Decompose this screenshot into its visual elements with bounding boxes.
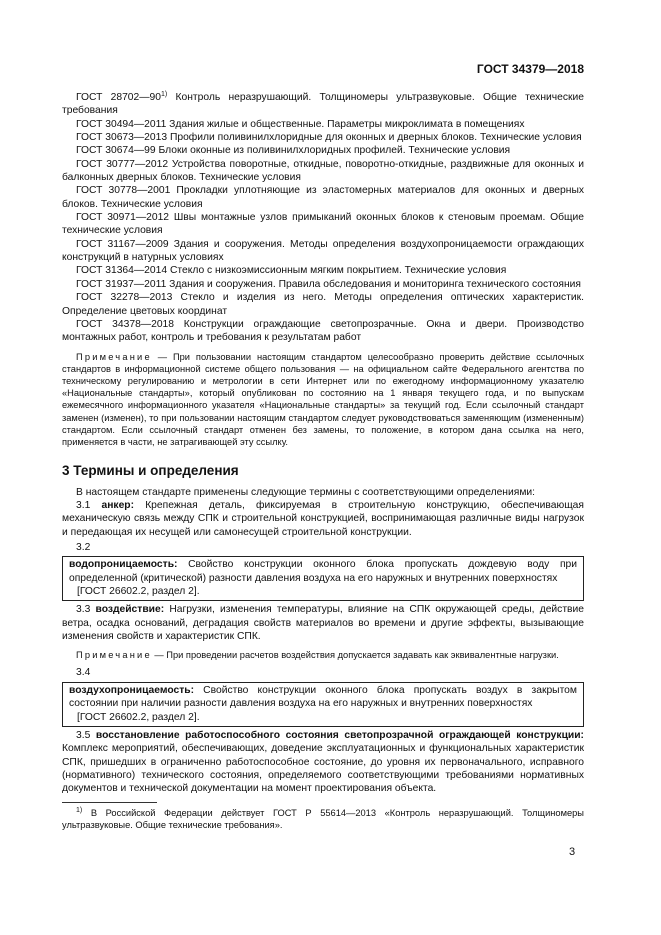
section-heading: 3 Термины и определения <box>62 463 239 479</box>
note-label: Примечание <box>76 650 152 661</box>
note-label: Примечание <box>76 351 152 362</box>
term-box-air-permeability: воздухопроницаемость: Свойство конструкции оконного блока пропускать воздух в закрытом состоянии при наличии разности давления воздуха на его наружных и внутренних поверхностях [ГОСТ 26602.2, раздел 2]. <box>62 682 584 727</box>
document-header: ГОСТ 34379—2018 <box>476 62 584 76</box>
reference-item: ГОСТ 31167—2009 Здания и сооружения. Методы определения воздухопроницаемости ограждающих конструкций в натурных условиях <box>62 238 584 264</box>
term-entry-restoration: 3.5 восстановление работоспособного состояния светопрозрачной ограждающей конструкции: Комплекс мероприятий, обеспечивающих, доведение эксплуатационных и функциональных характеристик СПК, пришедших в ограниченно работоспособное состояние, до уровня их первоначального, исправного (нормативного) технического состояния, определяемого соответствующими требованиями нормативных документов и технической документации на момент проектирования объекта. <box>62 729 584 795</box>
term-entry-impact: 3.3 воздействие: Нагрузки, изменения температуры, влияние на СПК окружающей среды, действие ветра, осадка оснований, деградация свойств материалов во времени и другие эффекты, вызывающие изменения свойств и характеристик СПК. <box>62 604 584 642</box>
term-number: 3.2 <box>76 541 91 553</box>
footnote: $^{1)}$ В Российской Федерации действует ГОСТ Р 55614—2013 «Контроль неразрушающий. Толщиномеры ультразвуковые. Общие технические требования». <box>62 806 584 830</box>
reference-item: ГОСТ 32278—2013 Стекло и изделия из него. Методы определения оптических характеристик. Определение цветовых координат <box>62 292 584 317</box>
reference-item: ГОСТ 34378—2018 Конструкции ограждающие светопрозрачные. Окна и двери. Производство монтажных работ, контроль и требования к результатам работ <box>62 318 584 344</box>
term-name: водопроницаемость: <box>69 559 178 571</box>
term-entry-anchor: 3.1 анкер: Крепежная деталь, фиксируемая в строительную конструкцию, обеспечивающая механическую связь между СПК и строительной конструкцией, воспринимающая различные виды нагрузок и передающая их несущей или самонесущей строительной конструкции. <box>62 499 584 538</box>
page-number: 3 <box>569 846 576 858</box>
reference-item: ГОСТ 30777—2012 Устройства поворотные, откидные, поворотно-откидные, раздвижные для оконных и балконных дверных блоков. Технические условия <box>62 158 584 184</box>
term-name: восстановление работоспособного состояния светопрозрачной ограждающей конструкции: <box>95 729 584 741</box>
term-source: [ГОСТ 26602.2, раздел 2]. <box>77 585 200 597</box>
note-paragraph: Примечание — При проведении расчетов воздействия допускается задавать как эквивалентные нагрузки. <box>76 650 559 661</box>
page-content <box>62 91 584 831</box>
term-name: воздействие: <box>95 604 165 616</box>
term-name: воздухопроницаемость: <box>69 684 195 696</box>
footnote-separator <box>62 802 157 803</box>
footnote-marker: 1) <box>76 806 83 814</box>
reference-item: ГОСТ 30971—2012 Швы монтажные узлов примыканий оконных блоков к стеновым проемам. Общие технические условия <box>62 212 584 237</box>
term-source: [ГОСТ 26602.2, раздел 2]. <box>77 711 200 723</box>
reference-item: ГОСТ 30778—2001 Прокладки уплотняющие из эластомерных материалов для оконных и дверных блоков. Технические условия <box>62 185 584 210</box>
reference-item: ГОСТ 30494—2011 Здания жилые и общественные. Параметры микроклимата в помещениях <box>76 118 525 130</box>
reference-item: ГОСТ 28702—90$^{1)}$ Контроль неразрушающий. Толщиномеры ультразвуковые. Общие технические требования <box>62 91 584 117</box>
footnote-marker: 1) <box>161 91 168 98</box>
term-box-water-permeability: водопроницаемость: Свойство конструкции оконного блока пропускать дождевую воду при определенной (критической) разности давления воздуха на его наружных и внутренних поверхностях [ГОСТ 26602.2, раздел 2]. <box>62 556 584 601</box>
section-intro: В настоящем стандарте применены следующие термины с соответствующими определениями: <box>76 486 536 498</box>
normative-references-list <box>62 91 584 345</box>
reference-item: ГОСТ 30674—99 Блоки оконные из поливинилхлоридных профилей. Технические условия <box>76 145 511 157</box>
reference-item: ГОСТ 31364—2014 Стекло с низкоэмиссионным мягким покрытием. Технические условия <box>76 265 507 277</box>
reference-item: ГОСТ 30673—2013 Профили поливинилхлоридные для оконных и дверных блоков. Технические условия <box>76 132 582 144</box>
term-name: анкер: <box>101 499 135 511</box>
note-paragraph: Примечание — При пользовании настоящим стандартом целесообразно проверить действие ссылочных стандартов в информационной системе общего пользования — на официальном сайте Федерального агентства по техническому регулированию и метрологии в сети Интернет или по ежегодному информационному указателю «Национальные стандарты», который опубликован по состоянию на 1 января текущего года, и по выпускам ежемесячного информационного указателя «Национальные стандарты» за текущий год. Если ссылочный стандарт заменен (изменен), то при пользовании настоящим стандартом следует руководствоваться заменяющим (измененным) стандартом. Если ссылочный стандарт отменен без замены, то положение, в котором дана ссылка на него, применяется в части, не затрагивающей эту ссылку. <box>62 351 584 447</box>
term-number: 3.4 <box>76 667 91 679</box>
reference-item: ГОСТ 31937—2011 Здания и сооружения. Правила обследования и мониторинга технического состояния <box>76 278 582 290</box>
